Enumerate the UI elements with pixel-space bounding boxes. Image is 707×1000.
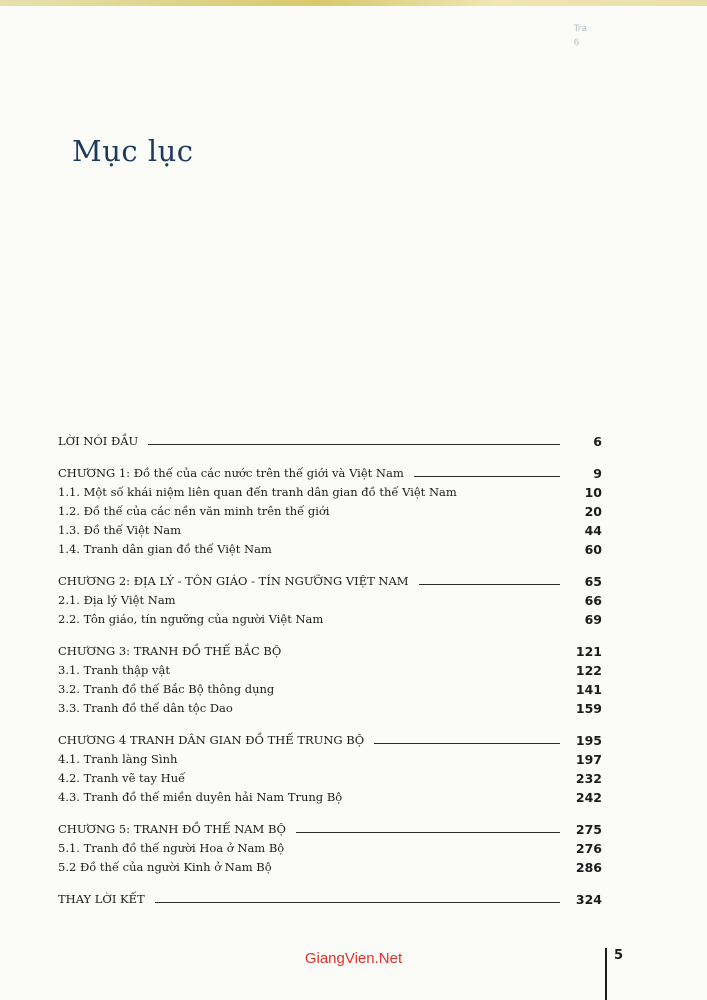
corner-mark-line-2: 6 (573, 38, 580, 48)
toc-section-row (58, 661, 602, 680)
toc-page-number: 122 (575, 663, 602, 678)
toc-section-row (58, 610, 602, 629)
toc-section-row (58, 699, 602, 718)
toc-entry-label: CHƯƠNG 3: TRANH ĐỒ THẾ BẮC BỘ (58, 644, 282, 658)
toc-group (58, 464, 602, 559)
toc-leader-line (419, 584, 560, 585)
toc-entry-label: CHƯƠNG 1: Đồ thế của các nước trên thế giới và Việt Nam (58, 466, 404, 480)
toc-page-number: 275 (575, 822, 602, 837)
toc-entry-label: 3.1. Tranh thập vật (58, 663, 170, 677)
toc-section-row (58, 483, 602, 502)
toc-leader-line (374, 743, 560, 744)
toc-leader-line (155, 902, 560, 903)
toc-page-number: 20 (584, 504, 602, 519)
toc-section-row (58, 858, 602, 877)
toc-chapter-row (58, 464, 602, 483)
toc-page-number: 60 (584, 542, 602, 557)
toc-entry-label: 3.2. Tranh đồ thế Bắc Bộ thông dụng (58, 682, 275, 696)
toc-entry-label: 4.3. Tranh đồ thế miền duyên hải Nam Trung Bộ (58, 790, 343, 804)
toc-page-number: 324 (575, 892, 602, 907)
toc-entry-label: LỜI NÓI ĐẦU (58, 434, 139, 448)
toc-page-number: 159 (575, 701, 602, 716)
toc-chapter-row (58, 890, 602, 909)
toc-leader-line (296, 832, 560, 833)
toc-group (58, 731, 602, 807)
toc-page-number: 66 (584, 593, 602, 608)
toc-entry-label: CHƯƠNG 4 TRANH DÂN GIAN ĐỒ THẾ TRUNG BỘ (58, 733, 365, 747)
page-number: 5 (614, 948, 624, 963)
corner-mark-line-1: Tra (573, 24, 587, 34)
toc-group (58, 432, 602, 451)
toc-page-number: 242 (575, 790, 602, 805)
toc-page-number: 141 (575, 682, 602, 697)
toc-chapter-row (58, 572, 602, 591)
toc-chapter-row (58, 820, 602, 839)
table-of-contents (58, 432, 602, 922)
toc-entry-label: 4.1. Tranh làng Sình (58, 752, 178, 766)
toc-page-number: 195 (575, 733, 602, 748)
toc-entry-label: 4.2. Tranh vẽ tay Huế (58, 771, 186, 785)
toc-page-number: 44 (584, 523, 602, 538)
toc-section-row (58, 750, 602, 769)
toc-entry-label: 5.1. Tranh đồ thế người Hoa ở Nam Bộ (58, 841, 285, 855)
toc-section-row (58, 839, 602, 858)
toc-page-number: 65 (584, 574, 602, 589)
top-edge-strip (0, 0, 707, 6)
page-title: Mục lục (72, 134, 194, 168)
toc-leader-line (148, 444, 560, 445)
corner-mark (574, 22, 587, 50)
toc-page-number: 197 (575, 752, 602, 767)
toc-page-number: 286 (575, 860, 602, 875)
toc-chapter-row (58, 432, 602, 451)
toc-group (58, 890, 602, 909)
toc-entry-label: 2.1. Địa lý Việt Nam (58, 593, 176, 607)
toc-chapter-row (58, 731, 602, 750)
toc-entry-label: 3.3. Tranh đồ thế dân tộc Dao (58, 701, 233, 715)
toc-section-row (58, 788, 602, 807)
toc-entry-label: 1.1. Một số khái niệm liên quan đến tranh dân gian đồ thế Việt Nam (58, 485, 457, 499)
toc-page-number: 276 (575, 841, 602, 856)
toc-section-row (58, 680, 602, 699)
toc-entry-label: 1.2. Đồ thế của các nền văn minh trên thế giới (58, 504, 330, 518)
toc-section-row (58, 502, 602, 521)
footer-brand: GiangVien.Net (304, 950, 403, 967)
toc-page-number: 69 (584, 612, 602, 627)
toc-chapter-row (58, 642, 602, 661)
toc-section-row (58, 591, 602, 610)
toc-page-number: 9 (593, 466, 602, 481)
toc-page-number: 121 (575, 644, 602, 659)
page-number-rule (605, 948, 607, 1000)
toc-leader-line (414, 476, 560, 477)
toc-page-number: 6 (593, 434, 602, 449)
toc-page-number: 10 (584, 485, 602, 500)
toc-page-number: 232 (575, 771, 602, 786)
toc-entry-label: THAY LỜI KẾT (58, 892, 145, 906)
toc-section-row (58, 521, 602, 540)
toc-group (58, 820, 602, 877)
toc-entry-label: 1.4. Tranh dân gian đồ thế Việt Nam (58, 542, 272, 556)
toc-entry-label: CHƯƠNG 2: ĐỊA LÝ - TÔN GIÁO - TÍN NGƯỠNG VIỆT NAM (58, 574, 409, 588)
toc-group (58, 642, 602, 718)
toc-entry-label: 1.3. Đồ thế Việt Nam (58, 523, 182, 537)
toc-section-row (58, 540, 602, 559)
toc-entry-label: CHƯƠNG 5: TRANH ĐỒ THẾ NAM BỘ (58, 822, 286, 836)
toc-group (58, 572, 602, 629)
toc-entry-label: 2.2. Tôn giáo, tín ngưỡng của người Việt Nam (58, 612, 324, 626)
toc-section-row (58, 769, 602, 788)
toc-entry-label: 5.2 Đồ thế của người Kinh ở Nam Bộ (58, 860, 272, 874)
